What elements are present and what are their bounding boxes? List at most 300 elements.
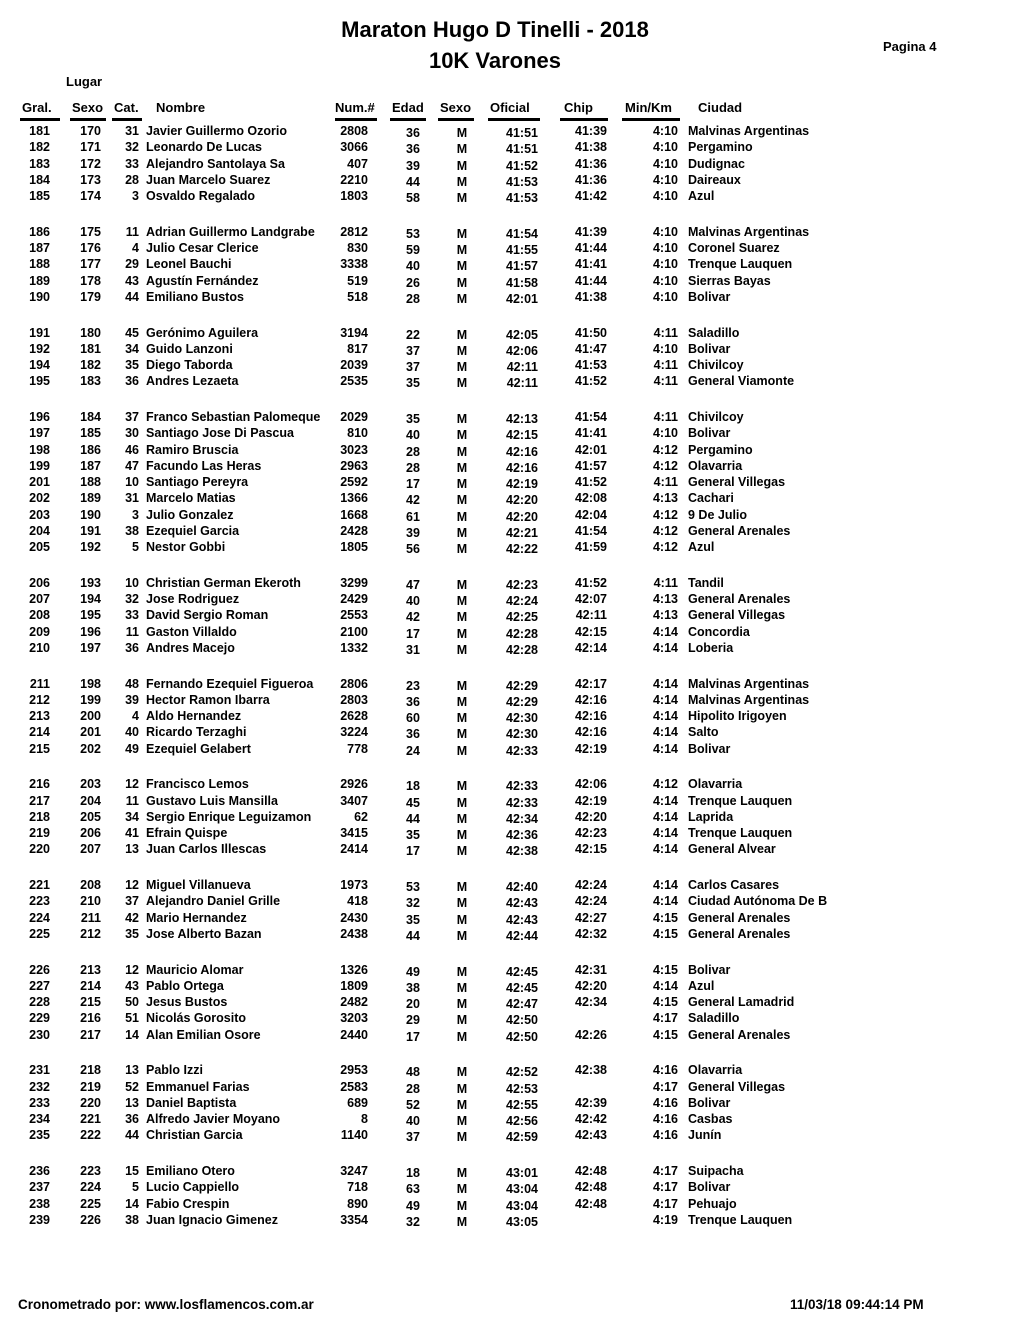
ciudad-cell: Bolivar <box>688 426 731 441</box>
oficial-cell: 42:13 <box>506 412 538 426</box>
oficial-cell: 42:01 <box>506 291 538 306</box>
sexo-cell: M <box>456 493 468 508</box>
nombre-cell: Guido Lanzoni <box>146 341 233 356</box>
num-cell: 3023 <box>340 442 368 457</box>
sexo-cell: M <box>456 444 468 459</box>
sexo-cell: M <box>456 542 468 556</box>
nombre-cell: Christian Garcia <box>146 1128 243 1143</box>
gral-cell: 232 <box>29 1079 50 1094</box>
sexo-pos-cell: 184 <box>80 410 101 424</box>
num-cell: 2953 <box>340 1063 368 1078</box>
ciudad-cell: Bolivar <box>688 1180 731 1195</box>
nombre-cell: Santiago Pereyra <box>146 475 249 489</box>
gral-cell: 227 <box>29 978 50 993</box>
num-cell: 3224 <box>340 725 368 740</box>
chip-cell: 41:44 <box>575 273 607 288</box>
edad-cell: 58 <box>406 191 420 205</box>
cat-cell: 32 <box>125 592 139 606</box>
edad-cell: 20 <box>406 997 420 1011</box>
chip-cell: 42:16 <box>575 709 607 723</box>
column-header-gral: Gral. <box>22 100 52 115</box>
oficial-cell: 41:51 <box>506 142 538 157</box>
cat-cell: 33 <box>125 608 139 623</box>
sexo-pos-cell: 188 <box>80 475 101 489</box>
oficial-cell: 42:15 <box>506 428 538 443</box>
sexo-cell: M <box>456 1065 468 1080</box>
ciudad-cell: Carlos Casares <box>688 878 780 892</box>
sexo-cell: M <box>456 1214 468 1229</box>
num-cell: 3203 <box>340 1011 368 1026</box>
minkm-cell: 4:10 <box>652 189 678 203</box>
nombre-cell: Diego Taborda <box>146 358 233 372</box>
gral-cell: 182 <box>29 140 50 155</box>
oficial-cell: 42:22 <box>506 542 538 556</box>
num-cell: 1668 <box>340 507 368 522</box>
sexo-pos-cell: 194 <box>80 592 101 606</box>
edad-cell: 35 <box>406 828 420 842</box>
sexo-cell: M <box>456 142 468 157</box>
gral-cell: 216 <box>29 777 50 792</box>
nombre-cell: Miguel Villanueva <box>146 878 251 892</box>
num-cell: 3066 <box>340 140 368 155</box>
oficial-cell: 42:16 <box>506 460 538 475</box>
nombre-cell: Facundo Las Heras <box>146 458 262 473</box>
minkm-cell: 4:15 <box>652 995 678 1009</box>
sexo-cell: M <box>456 1097 468 1112</box>
sexo-pos-cell: 216 <box>80 1011 101 1026</box>
cat-cell: 40 <box>125 725 139 740</box>
header-underline-minkm <box>622 118 680 121</box>
column-header-nombre: Nombre <box>156 100 206 115</box>
minkm-cell: 4:10 <box>652 273 678 288</box>
oficial-cell: 42:43 <box>506 896 538 911</box>
table-row <box>0 157 1024 173</box>
num-cell: 689 <box>347 1095 368 1110</box>
chip-cell: 42:14 <box>575 640 607 655</box>
nombre-cell: Pablo Izzi <box>146 1063 203 1078</box>
sexo-cell: M <box>456 694 468 709</box>
ciudad-cell: Casbas <box>688 1112 733 1126</box>
chip-cell: 42:23 <box>575 826 607 840</box>
gral-cell: 197 <box>29 426 50 441</box>
chip-cell: 42:27 <box>575 910 607 925</box>
column-header-num: Num.# <box>335 100 375 115</box>
cat-cell: 46 <box>125 442 139 457</box>
sexo-cell: M <box>456 1166 468 1180</box>
chip-cell: 42:16 <box>575 692 607 707</box>
minkm-cell: 4:14 <box>652 793 678 808</box>
cat-cell: 14 <box>125 1027 139 1042</box>
table-row <box>0 426 1024 442</box>
cat-cell: 13 <box>125 1095 139 1110</box>
num-cell: 407 <box>347 156 368 171</box>
sexo-pos-cell: 212 <box>80 926 101 941</box>
sexo-pos-cell: 198 <box>80 676 101 691</box>
header-underline-cat <box>112 118 142 121</box>
oficial-cell: 41:54 <box>506 226 538 241</box>
nombre-cell: Pablo Ortega <box>146 978 224 993</box>
edad-cell: 18 <box>406 1166 420 1180</box>
chip-cell: 42:04 <box>575 507 607 522</box>
minkm-cell: 4:11 <box>653 374 678 389</box>
num-cell: 2926 <box>340 777 368 792</box>
table-row <box>0 625 1024 641</box>
sexo-pos-cell: 214 <box>80 978 101 993</box>
gral-cell: 195 <box>29 374 50 389</box>
sexo-pos-cell: 170 <box>80 124 101 138</box>
sexo-pos-cell: 186 <box>80 442 101 457</box>
group-spacer <box>0 859 1024 879</box>
nombre-cell: Fernando Ezequiel Figueroa <box>146 676 314 691</box>
ciudad-cell: Junín <box>688 1128 722 1143</box>
oficial-cell: 41:53 <box>506 174 538 189</box>
oficial-cell: 42:11 <box>506 360 538 374</box>
sexo-pos-cell: 181 <box>80 341 101 356</box>
minkm-cell: 4:14 <box>652 741 678 756</box>
sexo-pos-cell: 196 <box>80 624 101 639</box>
column-header-minkm: Min/Km <box>625 100 672 115</box>
chip-cell: 42:32 <box>575 926 607 941</box>
chip-cell: 42:07 <box>575 592 607 606</box>
minkm-cell: 4:16 <box>652 1063 678 1078</box>
minkm-cell: 4:14 <box>652 640 678 655</box>
sexo-cell: M <box>456 291 468 306</box>
ciudad-cell: Chivilcoy <box>688 358 744 372</box>
minkm-cell: 4:13 <box>652 491 678 506</box>
sexo-pos-cell: 191 <box>80 523 101 538</box>
minkm-cell: 4:14 <box>652 978 678 993</box>
edad-cell: 48 <box>406 1065 420 1080</box>
sexo-pos-cell: 201 <box>80 725 101 740</box>
oficial-cell: 43:04 <box>506 1198 538 1213</box>
cat-cell: 3 <box>132 507 139 522</box>
ciudad-cell: General Villegas <box>688 1079 786 1094</box>
ciudad-cell: Malvinas Argentinas <box>688 224 810 239</box>
oficial-cell: 42:20 <box>506 509 538 524</box>
header-underline-sexo <box>438 118 474 121</box>
table-row <box>0 225 1024 241</box>
chip-cell: 42:19 <box>575 793 607 808</box>
sexo-cell: M <box>456 1198 468 1213</box>
chip-cell: 42:19 <box>575 741 607 756</box>
minkm-cell: 4:17 <box>652 1196 678 1211</box>
ciudad-cell: Pergamino <box>688 442 753 457</box>
oficial-cell: 41:55 <box>506 243 538 257</box>
gral-cell: 183 <box>29 156 50 171</box>
sexo-pos-cell: 178 <box>80 273 101 288</box>
table-row <box>0 1197 1024 1213</box>
table-row <box>0 963 1024 979</box>
gral-cell: 218 <box>29 809 50 824</box>
edad-cell: 28 <box>406 444 420 459</box>
gral-cell: 194 <box>29 358 50 372</box>
table-row <box>0 1063 1024 1079</box>
num-cell: 1366 <box>340 491 368 506</box>
minkm-cell: 4:12 <box>652 523 678 538</box>
sexo-cell: M <box>456 525 468 540</box>
gral-cell: 205 <box>29 540 50 554</box>
oficial-cell: 41:52 <box>506 158 538 173</box>
minkm-cell: 4:16 <box>652 1128 678 1143</box>
chip-cell: 41:57 <box>575 458 607 473</box>
edad-cell: 22 <box>406 327 420 342</box>
minkm-cell: 4:11 <box>653 575 678 590</box>
num-cell: 718 <box>347 1180 368 1195</box>
oficial-cell: 42:59 <box>506 1130 538 1145</box>
group-spacer <box>0 657 1024 677</box>
oficial-cell: 42:05 <box>506 327 538 342</box>
minkm-cell: 4:15 <box>652 1027 678 1042</box>
chip-cell: 41:59 <box>575 540 607 554</box>
minkm-cell: 4:10 <box>652 172 678 187</box>
ciudad-cell: Coronel Suarez <box>688 241 780 255</box>
ciudad-cell: Laprida <box>688 809 734 824</box>
cat-cell: 13 <box>125 842 139 857</box>
num-cell: 890 <box>347 1196 368 1211</box>
minkm-cell: 4:12 <box>652 540 678 554</box>
results-table <box>0 124 1024 1229</box>
ciudad-cell: General Villegas <box>688 475 786 489</box>
cat-cell: 50 <box>125 995 139 1009</box>
sexo-cell: M <box>456 779 468 794</box>
sexo-cell: M <box>456 360 468 374</box>
nombre-cell: Santiago Jose Di Pascua <box>146 426 294 441</box>
gral-cell: 190 <box>29 289 50 304</box>
nombre-cell: Alfredo Javier Moyano <box>146 1112 281 1126</box>
table-row <box>0 592 1024 608</box>
minkm-cell: 4:13 <box>652 592 678 606</box>
sexo-cell: M <box>456 980 468 995</box>
sexo-cell: M <box>456 928 468 943</box>
ciudad-cell: Trenque Lauquen <box>688 793 793 808</box>
ciudad-cell: Bolivar <box>688 962 731 977</box>
sexo-cell: M <box>456 477 468 491</box>
edad-cell: 44 <box>406 928 420 943</box>
num-cell: 1140 <box>340 1128 368 1143</box>
table-row <box>0 1096 1024 1112</box>
gral-cell: 191 <box>29 325 50 340</box>
oficial-cell: 42:45 <box>506 964 538 979</box>
num-cell: 2414 <box>340 842 368 857</box>
minkm-cell: 4:10 <box>652 124 678 138</box>
gral-cell: 219 <box>29 826 50 840</box>
cat-cell: 37 <box>125 894 139 909</box>
gral-cell: 203 <box>29 507 50 522</box>
table-row <box>0 979 1024 995</box>
chip-cell: 42:38 <box>575 1063 607 1078</box>
ciudad-cell: General Arenales <box>688 910 791 925</box>
num-cell: 2100 <box>340 624 368 639</box>
chip-cell: 41:50 <box>575 325 607 340</box>
num-cell: 3194 <box>340 325 368 340</box>
group-spacer <box>0 391 1024 411</box>
table-row <box>0 911 1024 927</box>
page-subtitle: 10K Varones <box>428 48 562 73</box>
nombre-cell: Jose Rodriguez <box>146 592 240 606</box>
table-row <box>0 374 1024 390</box>
edad-cell: 52 <box>406 1097 420 1112</box>
sexo-cell: M <box>456 1130 468 1145</box>
sexo-cell: M <box>456 964 468 979</box>
sexo-cell: M <box>456 1182 468 1197</box>
table-row <box>0 1112 1024 1128</box>
table-row <box>0 878 1024 894</box>
nombre-cell: Ezequiel Gelabert <box>146 741 251 756</box>
oficial-cell: 42:52 <box>506 1065 538 1080</box>
table-row <box>0 1180 1024 1196</box>
ciudad-cell: Hipolito Irigoyen <box>688 709 787 723</box>
cat-cell: 37 <box>125 410 139 424</box>
table-row <box>0 1164 1024 1180</box>
footer-timestamp: 11/03/18 09:44:14 PM <box>790 1297 924 1312</box>
nombre-cell: Agustín Fernández <box>146 273 259 288</box>
ciudad-cell: 9 De Julio <box>688 507 748 522</box>
oficial-cell: 42:33 <box>506 743 538 758</box>
sexo-pos-cell: 226 <box>80 1212 101 1227</box>
gral-cell: 223 <box>29 894 50 909</box>
nombre-cell: Emiliano Bustos <box>146 289 244 304</box>
chip-cell: 42:31 <box>575 962 607 977</box>
column-header-edad: Edad <box>392 100 424 115</box>
sexo-cell: M <box>456 577 468 592</box>
cat-cell: 41 <box>125 826 139 840</box>
minkm-cell: 4:10 <box>652 341 678 356</box>
table-row <box>0 693 1024 709</box>
minkm-cell: 4:14 <box>652 725 678 740</box>
chip-cell: 41:52 <box>575 475 607 489</box>
column-header-sexo: Sexo <box>440 100 472 115</box>
num-cell: 62 <box>354 809 368 824</box>
cat-cell: 28 <box>125 172 139 187</box>
ciudad-cell: General Arenales <box>688 523 791 538</box>
gral-cell: 189 <box>29 273 50 288</box>
table-row <box>0 1028 1024 1044</box>
table-row <box>0 842 1024 858</box>
chip-cell: 41:38 <box>575 289 607 304</box>
minkm-cell: 4:14 <box>652 826 678 840</box>
nombre-cell: Lucio Cappiello <box>146 1180 240 1195</box>
table-row <box>0 677 1024 693</box>
ciudad-cell: Bolivar <box>688 1095 731 1110</box>
cat-cell: 10 <box>125 475 139 489</box>
gral-cell: 202 <box>29 491 50 506</box>
sexo-cell: M <box>456 1081 468 1096</box>
oficial-cell: 42:47 <box>506 997 538 1011</box>
ciudad-cell: Ciudad Autónoma De B <box>688 894 828 909</box>
edad-cell: 39 <box>406 158 420 173</box>
ciudad-cell: General Arenales <box>688 592 791 606</box>
minkm-cell: 4:11 <box>653 325 678 340</box>
table-row <box>0 927 1024 943</box>
sexo-pos-cell: 190 <box>80 507 101 522</box>
nombre-cell: Daniel Baptista <box>146 1095 237 1110</box>
minkm-cell: 4:10 <box>652 426 678 441</box>
table-row <box>0 491 1024 507</box>
gral-cell: 220 <box>29 842 50 857</box>
gral-cell: 192 <box>29 341 50 356</box>
oficial-cell: 42:55 <box>506 1097 538 1112</box>
num-cell: 8 <box>361 1112 368 1126</box>
edad-cell: 35 <box>406 376 420 391</box>
sexo-pos-cell: 202 <box>80 741 101 756</box>
edad-cell: 44 <box>406 174 420 189</box>
sexo-cell: M <box>456 191 468 205</box>
sexo-pos-cell: 217 <box>80 1027 101 1042</box>
nombre-cell: Jose Alberto Bazan <box>146 926 262 941</box>
num-cell: 778 <box>347 741 368 756</box>
cat-cell: 11 <box>125 624 139 639</box>
minkm-cell: 4:13 <box>652 608 678 623</box>
oficial-cell: 41:58 <box>506 275 538 290</box>
edad-cell: 17 <box>406 477 420 491</box>
lugar-group-label: Lugar <box>66 74 103 89</box>
ciudad-cell: Tandil <box>688 575 724 590</box>
oficial-cell: 42:50 <box>506 1029 538 1044</box>
chip-cell: 41:41 <box>575 257 607 272</box>
header-underline-num <box>335 118 377 121</box>
chip-cell: 41:38 <box>575 140 607 155</box>
edad-cell: 28 <box>406 1081 420 1096</box>
ciudad-cell: Bolivar <box>688 341 731 356</box>
num-cell: 2803 <box>340 692 368 707</box>
edad-cell: 63 <box>406 1182 420 1197</box>
ciudad-cell: Olavarria <box>688 1063 743 1078</box>
oficial-cell: 42:36 <box>506 828 538 842</box>
gral-cell: 217 <box>29 793 50 808</box>
oficial-cell: 42:29 <box>506 678 538 693</box>
group-spacer <box>0 306 1024 326</box>
ciudad-cell: Saladillo <box>688 325 740 340</box>
ciudad-cell: Suipacha <box>688 1164 744 1178</box>
table-row <box>0 894 1024 910</box>
nombre-cell: Mauricio Alomar <box>146 962 244 977</box>
chip-cell: 42:08 <box>575 491 607 506</box>
edad-cell: 47 <box>406 577 420 592</box>
cat-cell: 45 <box>125 325 139 340</box>
chip-cell: 42:26 <box>575 1027 607 1042</box>
gral-cell: 238 <box>29 1196 50 1211</box>
cat-cell: 44 <box>125 289 139 304</box>
gral-cell: 237 <box>29 1180 50 1195</box>
chip-cell: 41:47 <box>575 341 607 356</box>
sexo-cell: M <box>456 1013 468 1028</box>
oficial-cell: 42:11 <box>506 376 538 391</box>
edad-cell: 23 <box>406 678 420 693</box>
edad-cell: 37 <box>406 360 420 374</box>
chip-cell: 42:39 <box>575 1095 607 1110</box>
nombre-cell: Emiliano Otero <box>146 1164 235 1178</box>
edad-cell: 36 <box>406 694 420 709</box>
chip-cell: 41:52 <box>575 575 607 590</box>
num-cell: 1332 <box>340 640 368 655</box>
edad-cell: 37 <box>406 1130 420 1145</box>
edad-cell: 18 <box>406 779 420 794</box>
page-title: Maraton Hugo D Tinelli - 2018 <box>341 17 649 42</box>
num-cell: 830 <box>347 241 368 255</box>
sexo-pos-cell: 205 <box>80 809 101 824</box>
oficial-cell: 42:23 <box>506 577 538 592</box>
sexo-pos-cell: 183 <box>80 374 101 389</box>
nombre-cell: Juan Carlos Illescas <box>146 842 267 857</box>
sexo-cell: M <box>456 795 468 810</box>
group-spacer <box>0 1044 1024 1064</box>
cat-cell: 36 <box>125 640 139 655</box>
minkm-cell: 4:14 <box>652 842 678 857</box>
table-row <box>0 777 1024 793</box>
gral-cell: 221 <box>29 878 50 892</box>
chip-cell: 41:53 <box>575 358 607 372</box>
nombre-cell: Alan Emilian Osore <box>146 1027 261 1042</box>
